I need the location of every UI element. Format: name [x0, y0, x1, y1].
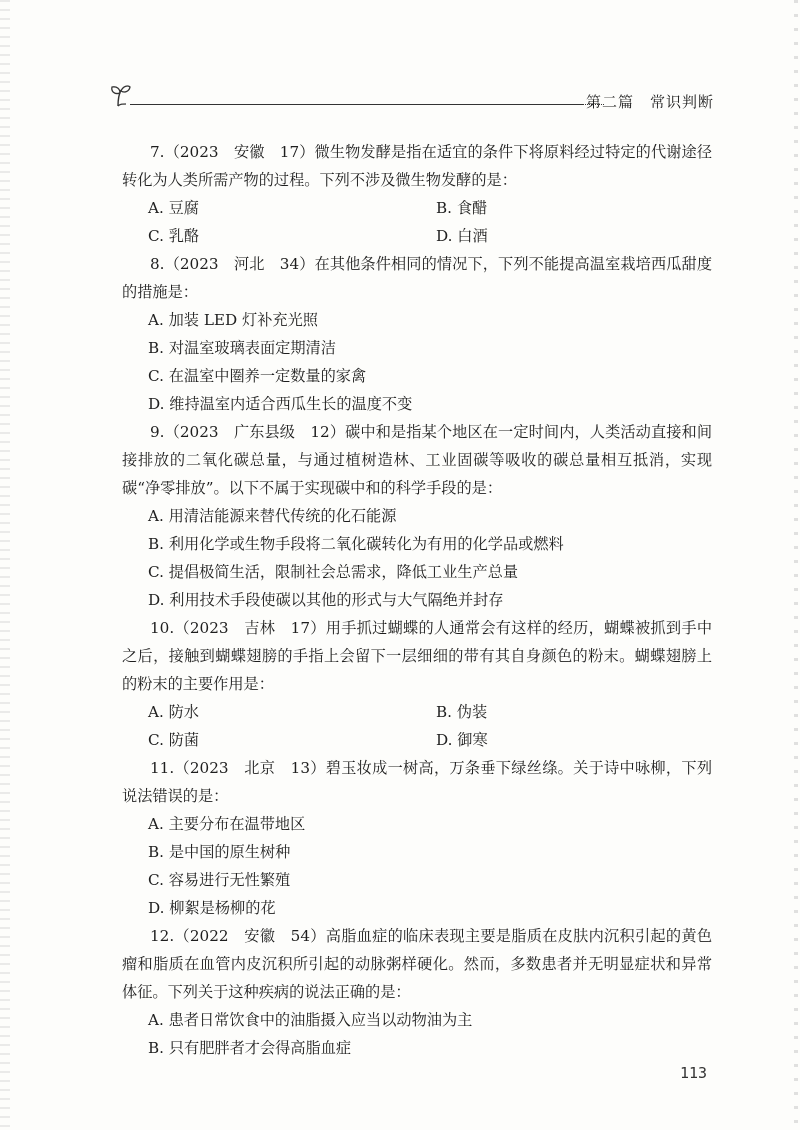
option-b: B. 是中国的原生树种 [148, 843, 291, 861]
page-number: 113 [680, 1064, 708, 1082]
question-9 [122, 418, 712, 502]
option-b: B. 利用化学或生物手段将二氧化碳转化为有用的化学品或燃料 [148, 535, 564, 553]
option-b: B. 对温室玻璃表面定期清洁 [148, 339, 336, 357]
option-a: A. 用清洁能源来替代传统的化石能源 [148, 507, 397, 525]
question-stem: 碳中和是指某个地区在一定时间内，人类活动直接和间接排放的二氧化碳总量，与通过植树造林、工业固碳等吸收的碳总量相互抵消，实现碳“净零排放”。以下不属于实现碳中和的科学手段的是： [122, 423, 713, 497]
question-stem: 在其他条件相同的情况下，下列不能提高温室栽培西瓜甜度的措施是： [122, 255, 713, 301]
section-label: 第二篇 常识判断 [585, 93, 714, 111]
question-source: （2022 安徽 54） [174, 927, 326, 945]
option-b: B. 伪装 [436, 703, 488, 721]
question-stem: 高脂血症的临床表现主要是脂质在皮肤内沉积引起的黄色瘤和脂质在血管内皮沉积所引起的动脉粥样硬化。然而，多数患者并无明显症状和异常体征。下列关于这种疾病的说法正确的是： [122, 927, 713, 1001]
option-c: C. 容易进行无性繁殖 [148, 871, 291, 889]
question-number: 12. [150, 927, 175, 945]
option-a: A. 加装 LED 灯补充光照 [148, 311, 318, 329]
question-source: （2023 吉林 17） [174, 619, 326, 637]
running-header [108, 82, 714, 112]
option-d: D. 利用技术手段使碳以其他的形式与大气隔绝并封存 [148, 591, 504, 609]
question-number: 9. [150, 423, 165, 441]
scan-edge-left [0, 0, 10, 1130]
option-row [122, 222, 712, 250]
option-a: A. 防水 [148, 703, 199, 721]
option-d: D. 柳絮是杨柳的花 [148, 899, 276, 917]
question-7 [122, 138, 712, 194]
option-c: C. 乳酪 [148, 227, 200, 245]
question-source: （2023 北京 13） [174, 759, 326, 777]
question-list [122, 138, 712, 1062]
option-c: C. 提倡极简生活，限制社会总需求，降低工业生产总量 [148, 563, 519, 581]
option-a: A. 主要分布在温带地区 [148, 815, 306, 833]
option-d: D. 白酒 [436, 227, 488, 245]
question-stem: 碧玉妆成一树高，万条垂下绿丝绦。关于诗中咏柳，下列说法错误的是： [122, 759, 713, 805]
scan-edge-right [794, 0, 798, 1130]
option-c: C. 在温室中圈养一定数量的家禽 [148, 367, 367, 385]
option-b: B. 食醋 [436, 199, 488, 217]
question-source: （2023 安徽 17） [164, 143, 315, 161]
question-10 [122, 614, 712, 698]
question-number: 10. [150, 619, 175, 637]
option-a: A. 患者日常饮食中的油脂摄入应当以动物油为主 [148, 1011, 473, 1029]
question-source: （2023 广东县级 12） [164, 423, 346, 441]
option-a: A. 豆腐 [148, 199, 199, 217]
header-rule [130, 104, 582, 105]
option-row [122, 194, 712, 222]
question-number: 8. [150, 255, 165, 273]
question-number: 11. [150, 759, 175, 777]
question-11 [122, 754, 712, 810]
question-number: 7. [150, 143, 165, 161]
question-8 [122, 250, 712, 306]
option-d: D. 御寒 [436, 731, 488, 749]
question-12 [122, 922, 712, 1006]
sprout-icon [108, 82, 132, 108]
option-c: C. 防菌 [148, 731, 200, 749]
question-stem: 用手抓过蝴蝶的人通常会有这样的经历，蝴蝶被抓到手中之后，接触到蝴蝶翅膀的手指上会留下一层细细的带有其自身颜色的粉末。蝴蝶翅膀上的粉末的主要作用是： [122, 619, 713, 693]
option-row [122, 726, 712, 754]
question-stem: 微生物发酵是指在适宜的条件下将原料经过特定的代谢途径转化为人类所需产物的过程。下列不涉及微生物发酵的是： [122, 143, 713, 189]
question-source: （2023 河北 34） [164, 255, 315, 273]
option-b: B. 只有肥胖者才会得高脂血症 [148, 1039, 352, 1057]
option-d: D. 维持温室内适合西瓜生长的温度不变 [148, 395, 413, 413]
option-row [122, 698, 712, 726]
